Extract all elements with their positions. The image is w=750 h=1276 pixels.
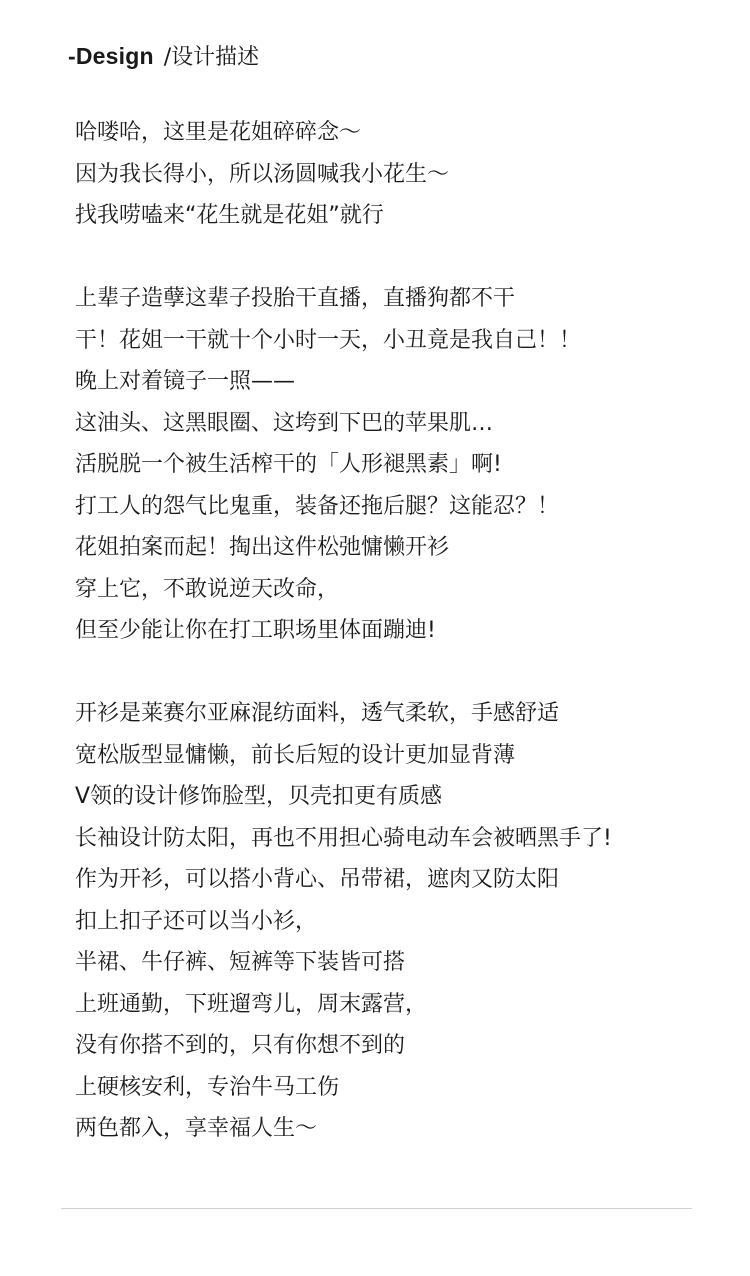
text-line: 干！花姐一干就十个小时一天，小丑竟是我自己！！ (75, 327, 582, 353)
text-line: 上硬核安利，专治牛马工伤 (75, 1074, 340, 1100)
header-title-en: -Design (68, 43, 154, 69)
paragraph-intro (75, 112, 715, 237)
text-line: 宽松版型显慵懒，前长后短的设计更加显背薄 (75, 742, 516, 768)
text-line: 扣上扣子还可以当小衫， (75, 908, 318, 934)
header-title-zh: /设计描述 (163, 45, 260, 70)
text-line: 半裙、牛仔裤、短裤等下装皆可搭 (75, 950, 406, 975)
text-line: 但至少能让你在打工职场里体面蹦迪! (75, 618, 436, 643)
text-line: 这油头、这黑眼圈、这垮到下巴的苹果肌… (75, 410, 494, 436)
text-line: 花姐拍案而起！掏出这件松弛慵懒开衫 (75, 535, 450, 560)
text-line: 两色都入，享幸福人生～ (75, 1116, 318, 1141)
text-line: 找我唠嗑来“花生就是花姐”就行 (75, 203, 384, 228)
text-line: 没有你搭不到的，只有你想不到的 (75, 1033, 406, 1058)
text-line: 长袖设计防太阳，再也不用担心骑电动车会被晒黑手了! (75, 825, 612, 851)
text-line: 活脱脱一个被生活榨干的「人形褪黑素」啊! (75, 452, 502, 477)
text-line: 穿上它，不敢说逆天改命， (75, 576, 340, 602)
section-header (68, 40, 259, 74)
text-line: V领的设计修饰脸型，贝壳扣更有质感 (75, 784, 443, 809)
bottom-divider (61, 1208, 692, 1209)
text-line: 打工人的怨气比鬼重，装备还拖后腿？这能忍？！ (75, 493, 560, 519)
text-line: 上班通勤，下班遛弯儿，周末露营， (75, 991, 428, 1017)
paragraph-story (75, 278, 715, 652)
text-line: 因为我长得小，所以汤圆喊我小花生～ (75, 161, 450, 187)
text-line: 上辈子造孽这辈子投胎干直播，直播狗都不干 (75, 286, 516, 311)
text-line: 作为开衫，可以搭小背心、吊带裙，遮肉又防太阳 (75, 867, 560, 892)
text-line: 晚上对着镜子一照—— (75, 369, 296, 394)
paragraph-product (75, 693, 715, 1150)
text-line: 哈喽哈，这里是花姐碎碎念～ (75, 120, 362, 145)
text-line: 开衫是莱赛尔亚麻混纺面料，透气柔软，手感舒适 (75, 701, 560, 726)
description-body (75, 112, 715, 1191)
